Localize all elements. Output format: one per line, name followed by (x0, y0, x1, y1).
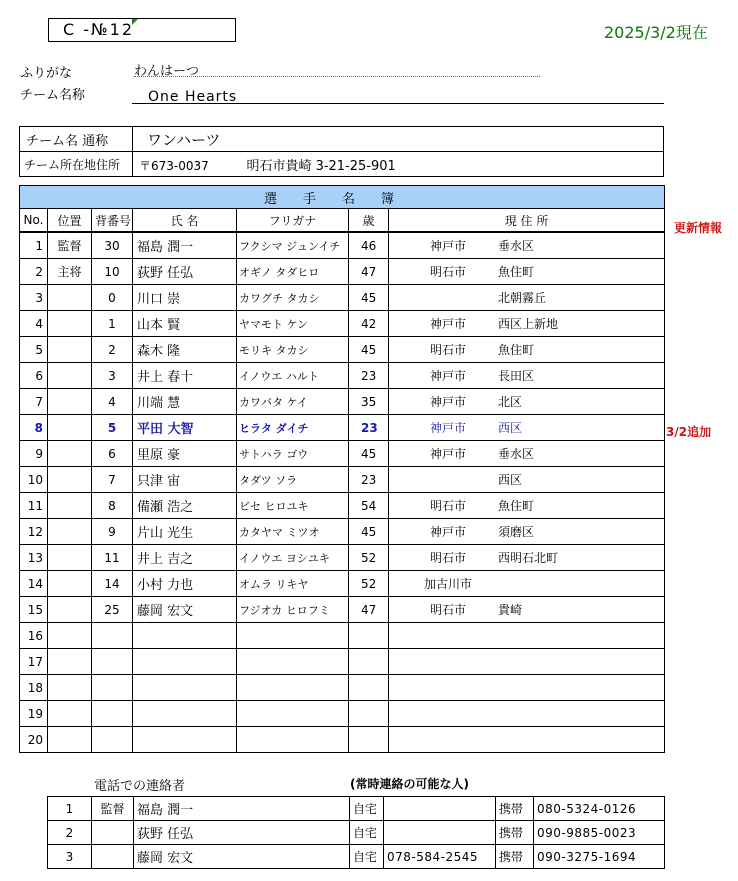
row-number: 4 (20, 311, 48, 337)
address-city: 神戸市 (430, 317, 467, 331)
roster-header-col-name: 氏 名 (133, 209, 237, 233)
player-name: 山本 賢 (133, 311, 237, 337)
address-city: 明石市 (430, 499, 467, 513)
address-ward: 魚住町 (498, 265, 535, 279)
mobile-phone: 090-9885-0023 (534, 821, 665, 845)
roster-header-row (20, 209, 665, 233)
address-ward: 西明石北町 (498, 551, 559, 565)
roster-row (20, 441, 665, 467)
team-nickname-value: ワンハーツ (133, 127, 664, 152)
player-position (48, 467, 92, 493)
row-number: 13 (20, 545, 48, 571)
player-furigana: フクシマ ジュンイチ (237, 232, 349, 259)
player-position (48, 571, 92, 597)
phone-contacts-note: (常時連絡の可能な人) (350, 777, 469, 791)
jersey-number (92, 649, 133, 675)
address-ward: 西区 (498, 473, 523, 487)
home-phone (384, 797, 496, 821)
contact-position: 監督 (92, 797, 134, 821)
jersey-number: 14 (92, 571, 133, 597)
roster-row (20, 519, 665, 545)
roster-row (20, 259, 665, 285)
contact-number: 2 (48, 821, 92, 845)
home-phone-label: 自宅 (350, 797, 384, 821)
player-position (48, 337, 92, 363)
player-position (48, 363, 92, 389)
team-nickname-label: チーム名 通称 (20, 127, 133, 152)
address-city: 神戸市 (430, 525, 467, 539)
roster-row (20, 571, 665, 597)
home-phone: 078-584-2545 (384, 845, 496, 869)
furigana-label: ふりがな (20, 66, 73, 81)
address-city: 明石市 (430, 265, 467, 279)
jersey-number: 9 (92, 519, 133, 545)
player-position: 監督 (48, 232, 92, 259)
row-number: 16 (20, 623, 48, 649)
player-name: 井上 春十 (133, 363, 237, 389)
player-furigana: タダツ ソラ (237, 467, 349, 493)
player-name: 川口 崇 (133, 285, 237, 311)
row-number: 1 (20, 232, 48, 259)
player-furigana: イノウエ ハルト (237, 363, 349, 389)
contact-row (48, 821, 665, 845)
player-position: 主将 (48, 259, 92, 285)
player-position (48, 545, 92, 571)
roster-row (20, 675, 665, 701)
player-age: 54 (349, 493, 389, 519)
team-name-value: One Hearts (132, 89, 664, 104)
player-address (389, 259, 665, 285)
player-furigana: オムラ リキヤ (237, 571, 349, 597)
row-number: 2 (20, 259, 48, 285)
player-age: 52 (349, 571, 389, 597)
team-address-label: チーム所在地住所 (20, 152, 133, 177)
jersey-number: 10 (92, 259, 133, 285)
contact-number: 3 (48, 845, 92, 869)
roster-row (20, 389, 665, 415)
player-name: 福島 潤一 (133, 232, 237, 259)
address-city: 神戸市 (430, 421, 467, 435)
address-city: 明石市 (430, 551, 467, 565)
phone-contacts-table (47, 796, 665, 869)
address-city: 神戸市 (430, 369, 467, 383)
player-name (133, 675, 237, 701)
jersey-number: 1 (92, 311, 133, 337)
player-address (389, 363, 665, 389)
player-furigana: ヒラタ ダイチ (237, 415, 349, 441)
row-number: 9 (20, 441, 48, 467)
player-name: 片山 光生 (133, 519, 237, 545)
player-address (389, 389, 665, 415)
player-address (389, 649, 665, 675)
player-address (389, 675, 665, 701)
player-address (389, 519, 665, 545)
roster-row (20, 701, 665, 727)
address-ward: 西区上新地 (498, 317, 559, 331)
jersey-number: 6 (92, 441, 133, 467)
player-age (349, 727, 389, 753)
row-number: 14 (20, 571, 48, 597)
player-address (389, 441, 665, 467)
player-address (389, 545, 665, 571)
mobile-phone: 080-5324-0126 (534, 797, 665, 821)
address-city: 神戸市 (430, 395, 467, 409)
added-note: 3/2追加 (666, 425, 712, 439)
player-address (389, 232, 665, 259)
contact-name: 福島 潤一 (134, 797, 350, 821)
roster-header-col-address: 現 住 所 (389, 209, 665, 233)
address-ward: 北朝霧丘 (498, 291, 547, 305)
address-ward: 垂水区 (498, 239, 535, 253)
roster-row (20, 623, 665, 649)
roster-header-col-position: 位置 (48, 209, 92, 233)
player-furigana: ビセ ヒロユキ (237, 493, 349, 519)
row-number: 15 (20, 597, 48, 623)
player-age: 45 (349, 285, 389, 311)
player-address (389, 571, 665, 597)
jersey-number (92, 701, 133, 727)
phone-contacts-title: 電話での連絡者 (94, 779, 186, 794)
player-name: 只津 宙 (133, 467, 237, 493)
jersey-number: 4 (92, 389, 133, 415)
player-address (389, 623, 665, 649)
row-number: 10 (20, 467, 48, 493)
roster-header-col-age: 歳 (349, 209, 389, 233)
address-ward: 西区 (498, 421, 523, 435)
as-of-date: 2025/3/2現在 (604, 23, 708, 42)
address-ward: 北区 (498, 395, 523, 409)
player-furigana (237, 623, 349, 649)
player-age (349, 675, 389, 701)
player-furigana: サトハラ ゴウ (237, 441, 349, 467)
player-position (48, 493, 92, 519)
row-number: 6 (20, 363, 48, 389)
mobile-phone-label: 携帯 (496, 845, 534, 869)
roster-header-col-jersey: 背番号 (92, 209, 133, 233)
player-furigana (237, 649, 349, 675)
contact-position (92, 821, 134, 845)
player-age: 45 (349, 519, 389, 545)
player-position (48, 389, 92, 415)
furigana-value: わんはーつ (134, 60, 540, 77)
contact-name: 荻野 任弘 (134, 821, 350, 845)
player-position (48, 649, 92, 675)
row-number: 19 (20, 701, 48, 727)
player-position (48, 623, 92, 649)
update-info-note: 更新情報 (674, 221, 723, 235)
row-number: 12 (20, 519, 48, 545)
player-name (133, 701, 237, 727)
team-name-label: チーム名称 (20, 88, 86, 103)
player-furigana: カワグチ タカシ (237, 285, 349, 311)
address-city: 神戸市 (430, 239, 467, 253)
player-position (48, 701, 92, 727)
jersey-number (92, 727, 133, 753)
row-number: 11 (20, 493, 48, 519)
roster-row (20, 337, 665, 363)
player-address (389, 311, 665, 337)
player-age: 47 (349, 597, 389, 623)
player-age: 23 (349, 363, 389, 389)
roster-header-col-furigana: フリガナ (237, 209, 349, 233)
contact-name: 藤岡 宏文 (134, 845, 350, 869)
player-position (48, 727, 92, 753)
player-name: 里原 豪 (133, 441, 237, 467)
player-age (349, 623, 389, 649)
team-address-value (133, 152, 664, 177)
player-address (389, 597, 665, 623)
player-name: 平田 大智 (133, 415, 237, 441)
contact-position (92, 845, 134, 869)
player-position (48, 415, 92, 441)
player-furigana: イノウエ ヨシユキ (237, 545, 349, 571)
player-age: 23 (349, 467, 389, 493)
player-age (349, 701, 389, 727)
row-number: 3 (20, 285, 48, 311)
row-number: 7 (20, 389, 48, 415)
player-furigana: モリキ タカシ (237, 337, 349, 363)
address-ward: 須磨区 (498, 525, 535, 539)
player-name (133, 623, 237, 649)
mobile-phone-label: 携帯 (496, 797, 534, 821)
roster-header-col-no: No. (20, 209, 48, 233)
jersey-number: 8 (92, 493, 133, 519)
player-furigana: カワバタ ケイ (237, 389, 349, 415)
player-name: 井上 吉之 (133, 545, 237, 571)
cell-comment-marker (132, 19, 138, 25)
postal-code: 〒673-0037 (139, 158, 209, 173)
player-position (48, 597, 92, 623)
player-age: 42 (349, 311, 389, 337)
roster-title: 選手名簿 (20, 186, 665, 209)
mobile-phone: 090-3275-1694 (534, 845, 665, 869)
jersey-number: 2 (92, 337, 133, 363)
home-phone-label: 自宅 (350, 845, 384, 869)
player-furigana (237, 727, 349, 753)
address-ward: 垂水区 (498, 447, 535, 461)
jersey-number: 30 (92, 232, 133, 259)
address-ward: 貴崎 (498, 603, 523, 617)
player-position (48, 311, 92, 337)
player-age: 46 (349, 232, 389, 259)
player-furigana: フジオカ ヒロフミ (237, 597, 349, 623)
team-code: C -№12 (63, 20, 135, 39)
player-address (389, 285, 665, 311)
address-ward: 魚住町 (498, 343, 535, 357)
player-position (48, 519, 92, 545)
team-code-box (48, 18, 236, 42)
roster-row (20, 363, 665, 389)
player-position (48, 675, 92, 701)
player-address (389, 727, 665, 753)
team-info-table (19, 126, 664, 177)
roster-row (20, 597, 665, 623)
player-address (389, 493, 665, 519)
jersey-number: 11 (92, 545, 133, 571)
player-furigana (237, 675, 349, 701)
player-name: 備瀬 浩之 (133, 493, 237, 519)
player-name: 川端 慧 (133, 389, 237, 415)
player-address (389, 467, 665, 493)
row-number: 20 (20, 727, 48, 753)
home-phone-label: 自宅 (350, 821, 384, 845)
player-furigana: オギノ タダヒロ (237, 259, 349, 285)
address-city: 神戸市 (430, 447, 467, 461)
roster-row (20, 285, 665, 311)
player-age: 45 (349, 337, 389, 363)
address-city: 明石市 (430, 603, 467, 617)
home-phone (384, 821, 496, 845)
mobile-phone-label: 携帯 (496, 821, 534, 845)
roster-row (20, 545, 665, 571)
player-name: 森木 隆 (133, 337, 237, 363)
roster-row (20, 493, 665, 519)
row-number: 8 (20, 415, 48, 441)
row-number: 5 (20, 337, 48, 363)
player-position (48, 285, 92, 311)
player-name (133, 727, 237, 753)
roster-row (20, 727, 665, 753)
jersey-number (92, 623, 133, 649)
player-age: 52 (349, 545, 389, 571)
jersey-number: 5 (92, 415, 133, 441)
team-nickname-row (20, 127, 664, 152)
player-furigana: ヤマモト ケン (237, 311, 349, 337)
address-city: 明石市 (430, 343, 467, 357)
contact-number: 1 (48, 797, 92, 821)
player-name: 小村 力也 (133, 571, 237, 597)
player-address (389, 701, 665, 727)
roster-row (20, 649, 665, 675)
player-age (349, 649, 389, 675)
row-number: 18 (20, 675, 48, 701)
contact-row (48, 797, 665, 821)
player-age: 45 (349, 441, 389, 467)
row-number: 17 (20, 649, 48, 675)
address-ward: 魚住町 (498, 499, 535, 513)
player-age: 23 (349, 415, 389, 441)
jersey-number: 25 (92, 597, 133, 623)
phone-contacts-body (48, 797, 665, 869)
player-position (48, 441, 92, 467)
player-roster-table (19, 185, 665, 753)
address-ward: 長田区 (498, 369, 535, 383)
player-furigana: カタヤマ ミツオ (237, 519, 349, 545)
roster-row (20, 415, 665, 441)
player-name: 荻野 任弘 (133, 259, 237, 285)
address-city: 加古川市 (424, 577, 473, 591)
jersey-number: 3 (92, 363, 133, 389)
jersey-number: 0 (92, 285, 133, 311)
roster-row (20, 311, 665, 337)
player-address (389, 415, 665, 441)
roster-row (20, 232, 665, 259)
player-age: 47 (349, 259, 389, 285)
jersey-number: 7 (92, 467, 133, 493)
contact-row (48, 845, 665, 869)
player-age: 35 (349, 389, 389, 415)
player-address (389, 337, 665, 363)
roster-body (20, 232, 665, 753)
player-name: 藤岡 宏文 (133, 597, 237, 623)
roster-row (20, 467, 665, 493)
jersey-number (92, 675, 133, 701)
street-address: 明石市貴崎 3-21-25-901 (246, 158, 396, 174)
player-furigana (237, 701, 349, 727)
player-name (133, 649, 237, 675)
team-address-row (20, 152, 664, 177)
